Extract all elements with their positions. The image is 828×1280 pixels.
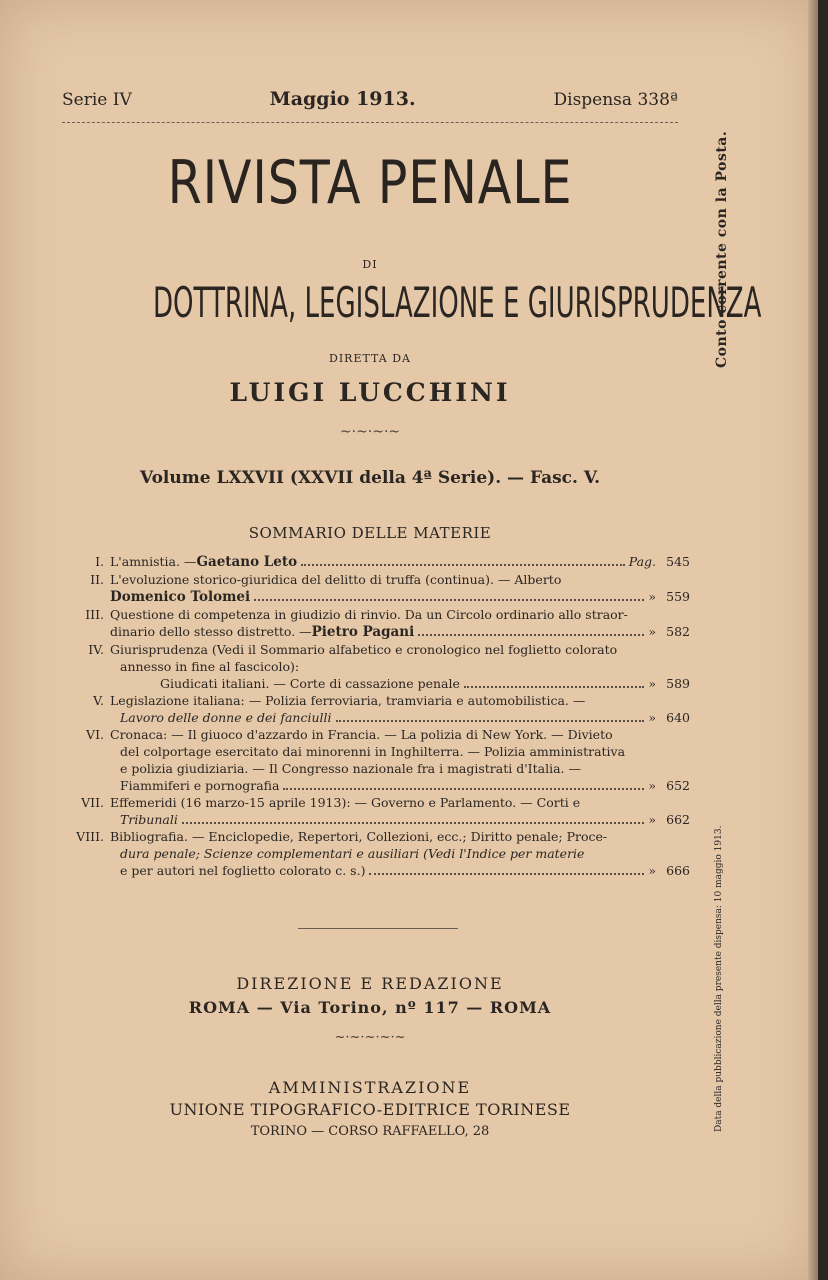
toc-text: Lavoro delle donne e dei fanciulli (120, 710, 332, 725)
toc-page: 640 (666, 710, 690, 725)
toc-text: dinario dello stesso distretto. — (110, 624, 312, 639)
table-of-contents (62, 553, 690, 879)
side-postal-note: Conto corrente con la Posta. (714, 130, 730, 368)
toc-page: 666 (666, 863, 690, 878)
toc-pag-label: » (648, 624, 656, 639)
issue-date: Maggio 1913. (269, 88, 416, 110)
volume-info: Volume LXXVII (XXVII della 4ª Serie). — Fasc. V. (139, 468, 601, 488)
toc-text: Legislazione italiana: — Polizia ferroviaria, tramviaria e automobilistica. — (110, 693, 586, 708)
di-label: DI (362, 258, 378, 271)
toc-text: e polizia giudiziaria. — Il Congresso nazionale fra i magistrati d'Italia. — (120, 761, 581, 776)
toc-number: VII. (81, 795, 104, 810)
toc-page: 589 (666, 676, 690, 691)
header-line (62, 88, 678, 110)
toc-text: L'evoluzione storico-giuridica del delitto di truffa (continua). — Alberto (110, 572, 562, 587)
toc-entry (62, 553, 690, 571)
toc-text: annesso in fine al fascicolo): (120, 659, 300, 674)
publisher-address: TORINO — CORSO RAFFAELLO, 28 (250, 1124, 490, 1139)
amministrazione-label: AMMINISTRAZIONE (268, 1078, 472, 1097)
toc-entry (62, 571, 690, 606)
page-edge (808, 0, 818, 1280)
journal-title: RIVISTA PENALE (167, 148, 573, 218)
toc-pag-label: » (648, 863, 656, 878)
journal-subtitle: DOTTRINA, LEGISLAZIONE E GIURISPRUDENZA (153, 278, 762, 327)
toc-text: dura penale; Scienze complementari e ausiliari (Vedi l'Indice per materie (120, 846, 585, 861)
toc-author: Gaetano Leto (196, 554, 298, 570)
header-rule (62, 122, 678, 123)
toc-entry (62, 692, 690, 726)
toc-number: VI. (86, 727, 104, 742)
toc-text: e per autori nel foglietto colorato c. s.) (120, 863, 366, 878)
section-rule (298, 928, 458, 929)
toc-text: Fiammiferi e pornografia (120, 778, 280, 793)
direzione-label: DIREZIONE E REDAZIONE (236, 974, 504, 993)
side-publication-date: Data della pubblicazione della presente dispensa: 10 maggio 1913. (714, 825, 724, 1132)
toc-number: II. (90, 572, 104, 587)
toc-entry (62, 828, 690, 879)
toc-entry (62, 726, 690, 794)
toc-pag-label: » (648, 710, 656, 725)
toc-number: I. (95, 554, 104, 569)
toc-entry (62, 641, 690, 692)
toc-text: Giurisprudenza (Vedi il Sommario alfabetico e cronologico nel foglietto colorato (110, 642, 618, 657)
toc-entry (62, 606, 690, 641)
toc-number: III. (85, 607, 104, 622)
toc-text: Giudicati italiani. — Corte di cassazione penale (160, 676, 460, 691)
publisher-name: UNIONE TIPOGRAFICO-EDITRICE TORINESE (169, 1100, 571, 1119)
toc-number: VIII. (76, 829, 104, 844)
serie-label: Serie IV (62, 90, 132, 110)
toc-page: 545 (666, 554, 690, 569)
toc-entry (62, 794, 690, 828)
toc-pag-label: » (648, 676, 656, 691)
toc-text: del colportage esercitato dai minorenni in Inghilterra. — Polizia amministrativa (120, 744, 626, 759)
toc-text: L'amnistia. — (110, 554, 197, 569)
redazione-address: ROMA — Via Torino, nº 117 — ROMA (188, 998, 552, 1017)
toc-text: Cronaca: — Il giuoco d'azzardo in Francia. — La polizia di New York. — Divieto (110, 727, 613, 742)
ornament-divider: ~·~·~·~ (339, 424, 401, 440)
ornament-divider-2: ~·~·~·~·~ (334, 1030, 406, 1045)
toc-page: 582 (666, 624, 690, 639)
toc-author: Domenico Tolomei (110, 589, 251, 605)
editor-name: LUIGI LUCCHINI (229, 378, 511, 407)
toc-text: Questione di competenza in giudizio di rinvio. Da un Circolo ordinario allo straor- (110, 607, 628, 622)
dispensa-label: Dispensa 338ª (553, 90, 678, 110)
toc-number: V. (93, 693, 104, 708)
toc-author: Pietro Pagani (311, 624, 415, 640)
toc-pag-label: Pag. (628, 554, 656, 569)
toc-heading: SOMMARIO DELLE MATERIE (248, 524, 492, 542)
toc-text: Tribunali (120, 812, 178, 827)
diretta-label: DIRETTA DA (329, 352, 411, 365)
toc-page: 652 (666, 778, 690, 793)
toc-page: 559 (666, 589, 690, 604)
toc-number: IV. (88, 642, 104, 657)
toc-text: Bibliografia. — Enciclopedie, Repertori, Collezioni, ecc.; Diritto penale; Proce- (110, 829, 608, 844)
toc-text: Effemeridi (16 marzo-15 aprile 1913): — Governo e Parlamento. — Corti e (110, 795, 581, 810)
toc-pag-label: » (648, 589, 656, 604)
toc-page: 662 (666, 812, 690, 827)
toc-pag-label: » (648, 812, 656, 827)
toc-pag-label: » (648, 778, 656, 793)
